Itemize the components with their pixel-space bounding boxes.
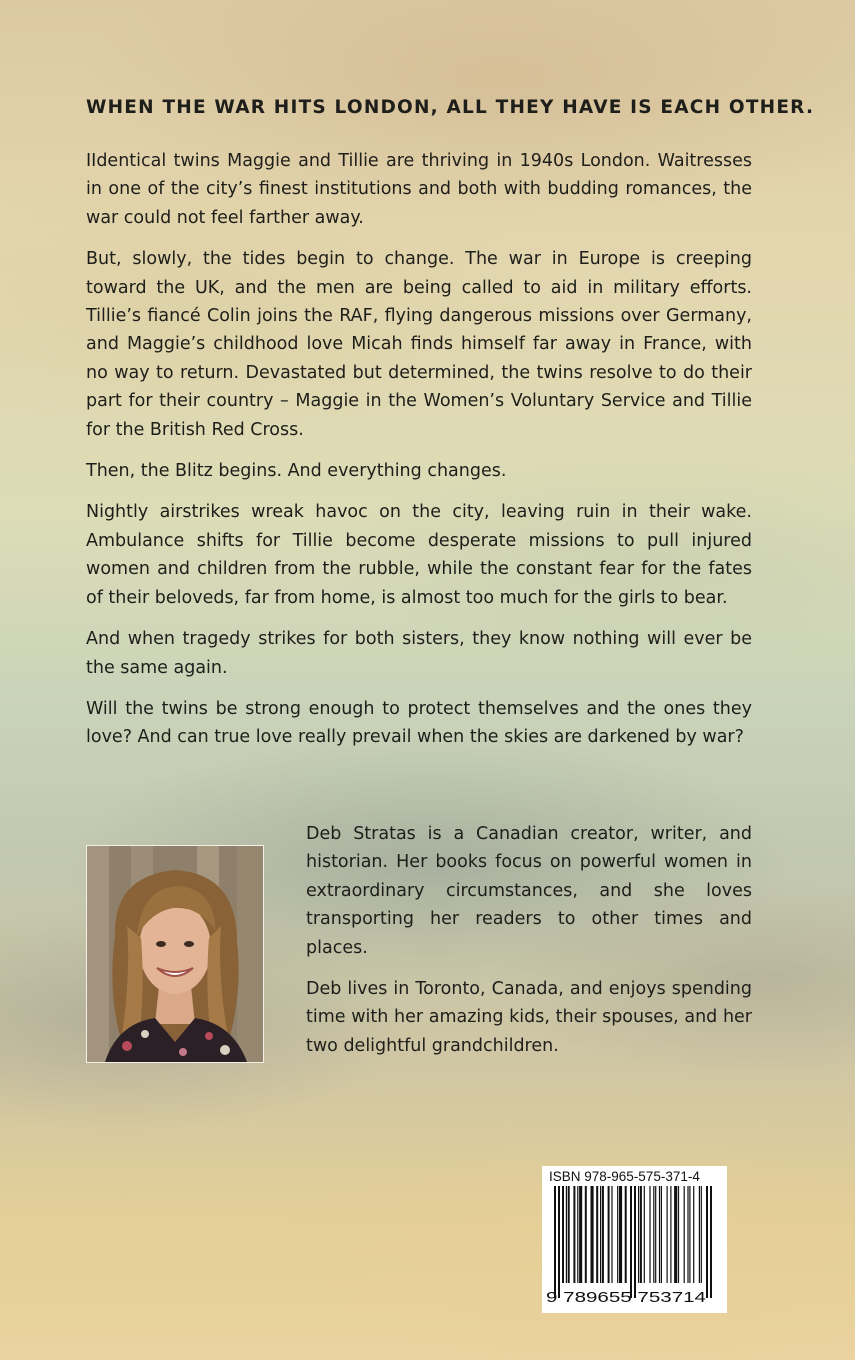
barcode-bar — [670, 1186, 671, 1286]
barcode-bar — [687, 1186, 688, 1286]
barcode-bar — [608, 1186, 610, 1286]
barcode-bar — [661, 1186, 662, 1286]
headline: WHEN THE WAR HITS LONDON, ALL THEY HAVE IS EACH OTHER. — [86, 97, 815, 118]
barcode-bar — [625, 1186, 627, 1286]
barcode-bar — [592, 1186, 593, 1286]
barcode-bar — [600, 1186, 601, 1286]
barcode-bar — [596, 1186, 598, 1286]
bio-paragraph: Deb Stratas is a Canadian creator, writer, and historian. Her books focus on powerful women in extraordinary circumstances, and she loves transporting her readers to other times and places. — [306, 824, 752, 958]
barcode-bar — [591, 1186, 593, 1286]
barcode-bar — [573, 1186, 575, 1286]
barcode-bar — [640, 1186, 642, 1286]
barcode-bar — [566, 1186, 567, 1286]
blurb-paragraph: Nightly airstrikes wreak havoc on the city, leaving ruin in their wake. Ambulance shifts for Tillie become desperate missions to pull injured women and children from the rubble, while the constant fear for the fates of their beloveds, far from home, is almost too much for the girls to bear. — [86, 502, 752, 608]
barcode-bars — [542, 1166, 727, 1313]
barcode-bar — [602, 1186, 604, 1286]
author-photo — [86, 845, 264, 1063]
barcode-bar — [568, 1186, 570, 1286]
blurb-paragraph: And when tragedy strikes for both sisters, they know nothing will ever be the same again. — [86, 629, 752, 678]
barcode-bar — [676, 1186, 677, 1286]
barcode-bar — [678, 1186, 679, 1286]
blurb — [86, 147, 752, 765]
barcode-bar — [579, 1186, 581, 1286]
barcode-bar — [701, 1186, 702, 1286]
barcode-bar — [562, 1186, 564, 1286]
barcode-bar — [581, 1186, 582, 1286]
barcode-bar — [585, 1186, 587, 1286]
barcode-bar — [667, 1186, 668, 1286]
barcode-bar — [653, 1186, 654, 1286]
barcode-bar — [689, 1186, 690, 1286]
barcode-bar — [617, 1186, 618, 1286]
blurb-paragraph: But, slowly, the tides begin to change. The war in Europe is creeping toward the UK, and the men are being called to aid in military efforts. Tillie’s fiancé Colin joins the RAF, flying dangerous missions over Germany, and Maggie’s childhood love Micah finds himself far away in France, with no way to return. Devastated but determined, the twins resolve to do their part for their country – Maggie in the Women’s Voluntary Service and Tillie for the British Red Cross. — [86, 249, 752, 440]
barcode-bar — [619, 1186, 621, 1286]
blurb-paragraph: IIdentical twins Maggie and Tillie are thriving in 1940s London. Waitresses in one of the city’s finest institutions and both with budding romances, the war could not feel farther away. — [86, 151, 752, 228]
barcode-bar — [638, 1186, 639, 1286]
blurb-paragraph: Will the twins be strong enough to protect themselves and the ones they love? And can true love really prevail when the skies are darkened by war? — [86, 698, 752, 748]
isbn-barcode — [542, 1166, 727, 1313]
barcode-bar — [659, 1186, 660, 1286]
barcode-bar — [684, 1186, 685, 1286]
barcode-bar — [621, 1186, 622, 1286]
barcode-bar — [644, 1186, 645, 1286]
barcode-bar — [577, 1186, 578, 1286]
author-portrait-illustration — [87, 846, 263, 1062]
isbn-label: ISBN 978-965-575-371-4 — [549, 1169, 700, 1184]
barcode-digits: 9 789655 753714 — [546, 1289, 706, 1306]
barcode-bar — [693, 1186, 694, 1286]
bio-paragraph: Deb lives in Toronto, Canada, and enjoys spending time with her amazing kids, their spouses, and her two delightful grandchildren. — [306, 979, 752, 1056]
blurb-paragraph: Then, the Blitz begins. And everything changes. — [86, 461, 507, 482]
barcode-bar — [649, 1186, 650, 1286]
barcode-bar — [674, 1186, 676, 1286]
barcode-bar — [611, 1186, 612, 1286]
barcode-bar — [699, 1186, 700, 1286]
barcode-bar — [655, 1186, 656, 1286]
author-bio — [306, 820, 752, 1073]
